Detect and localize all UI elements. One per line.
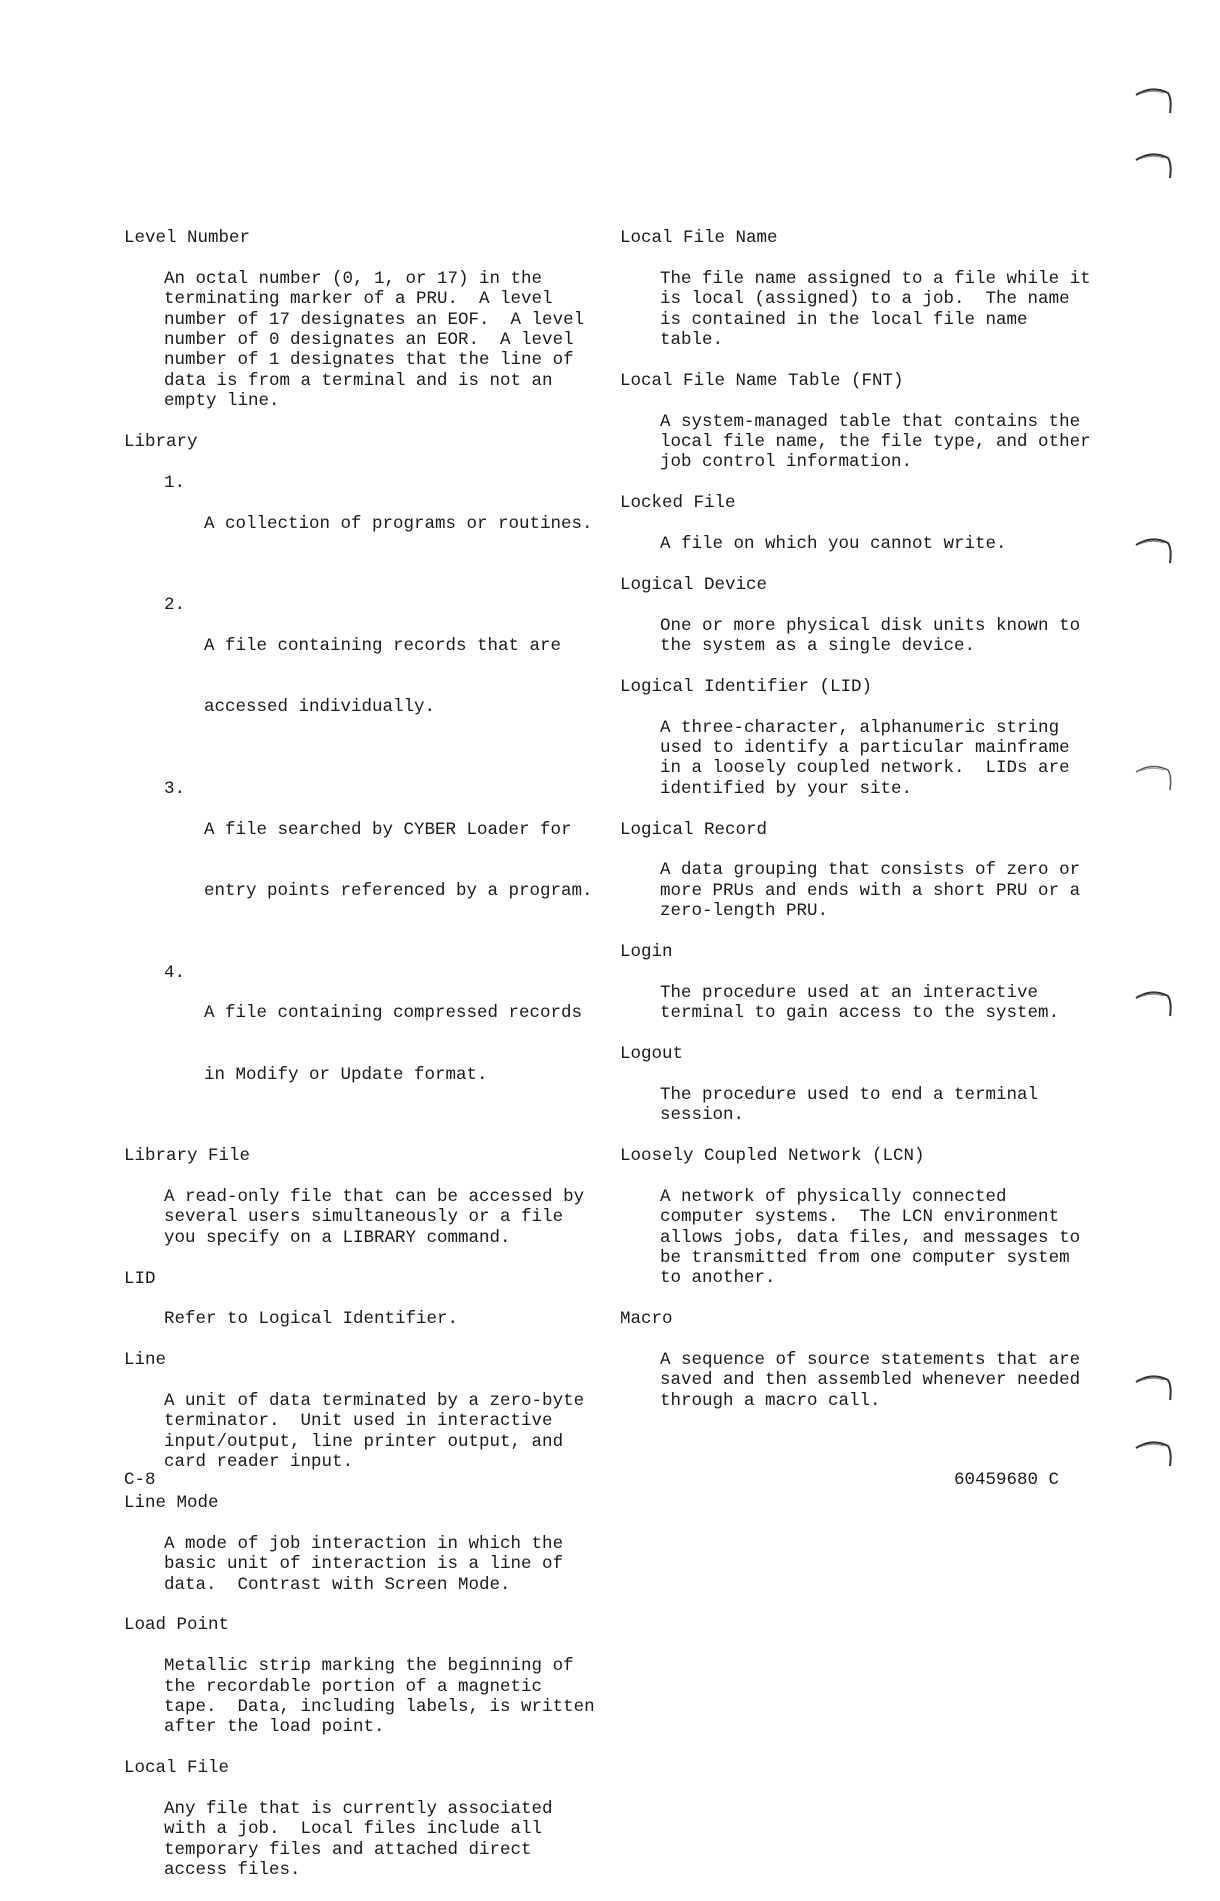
list-item (164, 473, 604, 575)
glossary-entry-library-file (124, 1146, 604, 1248)
definition-line: A unit of data terminated by a zero-byte (164, 1390, 585, 1411)
list-item (164, 595, 604, 758)
glossary-term: Line (124, 1350, 167, 1371)
definition-line: is contained in the local file name (660, 309, 1028, 330)
definition-line: accessed individually. (204, 697, 436, 718)
definition-line: session. (660, 1105, 745, 1126)
glossary-term: Library (124, 432, 198, 453)
definition-line: basic unit of interaction is a line of (164, 1554, 564, 1575)
definition-line: tape. Data, including labels, is written (164, 1697, 595, 1717)
definition-line: through a macro call. (660, 1390, 881, 1411)
glossary-term: Local File Name (620, 228, 778, 248)
definition-line: terminator. Unit used in interactive (164, 1411, 553, 1432)
glossary-term: Logical Record (620, 819, 768, 840)
definition-line: A system-managed table that contains the (660, 411, 1081, 432)
definition-line: is local (assigned) to a job. The name (660, 289, 1070, 310)
list-item-number: 2. (164, 595, 186, 616)
definition-line: in Modify or Update format. (204, 1064, 488, 1085)
glossary-entry-local-file-name (620, 228, 1100, 350)
definition-line: data is from a terminal and is not an (164, 370, 553, 391)
glossary-entry-load-point (124, 1615, 604, 1737)
definition-line: local file name, the file type, and other (660, 432, 1091, 453)
definition-line: A data grouping that consists of zero or (660, 860, 1081, 881)
definition-line: number of 17 designates an EOF. A level (164, 309, 585, 330)
binder-hole-mark-icon (1134, 150, 1174, 180)
definition-line: A network of physically connected (660, 1186, 1007, 1207)
definition-line: allows jobs, data files, and messages to (660, 1227, 1081, 1248)
glossary-term: Locked File (620, 493, 736, 514)
glossary-entry-library (124, 432, 604, 1126)
definition-line: entry points referenced by a program. (204, 880, 593, 901)
glossary-term: Library File (124, 1146, 251, 1167)
definition-line: input/output, line printer output, and (164, 1431, 564, 1452)
right-column (620, 228, 1100, 1432)
glossary-entry-loosely-coupled-network (620, 1146, 1100, 1289)
document-number: 60459680 C (954, 1470, 1060, 1490)
definition-line: identified by your site. (660, 778, 913, 799)
definition-line: temporary files and attached direct (164, 1839, 532, 1860)
glossary-term: Login (620, 942, 673, 963)
definition-line: zero-length PRU. (660, 901, 829, 922)
definition-line: to another. (660, 1268, 776, 1289)
definition-line: card reader input. (164, 1452, 354, 1473)
glossary-term: Load Point (124, 1615, 230, 1636)
definition-line: the system as a single device. (660, 636, 976, 657)
glossary-entry-logical-record (620, 820, 1100, 922)
definition-line: A three-character, alphanumeric string (660, 717, 1060, 738)
list-item-number: 4. (164, 962, 186, 983)
definition-line: in a loosely coupled network. LIDs are (660, 758, 1070, 779)
definition-line: One or more physical disk units known to (660, 615, 1081, 636)
definition-line: saved and then assembled whenever needed (660, 1370, 1081, 1391)
glossary-entry-locked-file (620, 493, 1100, 554)
definition-line: access files. (164, 1860, 301, 1881)
definition-line: A file containing records that are (204, 636, 562, 657)
list-item-number: 1. (164, 472, 186, 493)
list-item (164, 779, 604, 942)
definition-line: A file on which you cannot write. (660, 534, 1007, 555)
glossary-term: Logout (620, 1044, 684, 1065)
definition-line: after the load point. (164, 1717, 385, 1738)
definition-line: A mode of job interaction in which the (164, 1533, 564, 1554)
definition-line: data. Contrast with Screen Mode. (164, 1574, 511, 1595)
definition-line: you specify on a LIBRARY command. (164, 1227, 511, 1248)
definition-line: A read-only file that can be accessed by (164, 1186, 585, 1207)
page-number: C-8 (124, 1470, 156, 1490)
list-item-number: 3. (164, 778, 186, 799)
definition-line: terminating marker of a PRU. A level (164, 289, 553, 310)
glossary-term: Local File (124, 1758, 230, 1779)
definition-line: empty line. (164, 391, 280, 412)
glossary-entry-local-file-name-table (620, 371, 1100, 473)
numbered-list (164, 473, 604, 1126)
glossary-term: Line Mode (124, 1492, 219, 1513)
definition-line: job control information. (660, 452, 913, 473)
definition-line: A file searched by CYBER Loader for (204, 819, 572, 840)
definition-line: be transmitted from one computer system (660, 1248, 1070, 1269)
glossary-term: Local File Name Table (FNT) (620, 370, 904, 391)
glossary-term: LID (124, 1268, 156, 1289)
definition-line: The procedure used at an interactive (660, 982, 1039, 1003)
glossary-term: Logical Identifier (LID) (620, 676, 873, 697)
definition-line: more PRUs and ends with a short PRU or a (660, 880, 1081, 901)
definition-line: The file name assigned to a file while it (660, 268, 1091, 289)
definition-line: Refer to Logical Identifier. (164, 1309, 459, 1330)
definition-line: A collection of programs or routines. (204, 513, 593, 534)
definition-line: An octal number (0, 1, or 17) in the (164, 268, 543, 289)
glossary-entry-logout (620, 1044, 1100, 1126)
glossary-term: Loosely Coupled Network (LCN) (620, 1146, 925, 1167)
binder-hole-mark-icon (1134, 535, 1174, 565)
definition-line: number of 0 designates an EOR. A level (164, 330, 574, 351)
left-column (124, 228, 604, 1901)
definition-line: number of 1 designates that the line of (164, 350, 574, 371)
definition-line: the recordable portion of a magnetic (164, 1676, 543, 1697)
definition-line: used to identify a particular mainframe (660, 738, 1070, 759)
glossary-term: Level Number (124, 228, 251, 248)
definition-line: The procedure used to end a terminal (660, 1084, 1039, 1105)
glossary-entry-login (620, 942, 1100, 1024)
glossary-entry-logical-identifier (620, 677, 1100, 799)
glossary-entry-local-file (124, 1758, 604, 1880)
binder-hole-mark-icon (1134, 85, 1174, 115)
glossary-entry-macro (620, 1309, 1100, 1411)
definition-line: terminal to gain access to the system. (660, 1003, 1060, 1024)
glossary-term: Logical Device (620, 574, 768, 595)
binder-hole-mark-icon (1134, 1372, 1174, 1402)
definition-line: table. (660, 330, 724, 351)
glossary-entry-line (124, 1350, 604, 1472)
definition-line: with a job. Local files include all (164, 1819, 543, 1840)
definition-line: A sequence of source statements that are (660, 1350, 1081, 1371)
definition-line: computer systems. The LCN environment (660, 1207, 1060, 1228)
glossary-entry-line-mode (124, 1493, 604, 1595)
definition-line: Any file that is currently associated (164, 1799, 553, 1819)
binder-hole-mark-icon (1134, 1438, 1174, 1468)
definition-line: several users simultaneously or a file (164, 1207, 564, 1228)
glossary-entry-level-number (124, 228, 604, 412)
binder-hole-mark-icon (1134, 762, 1174, 792)
glossary-term: Macro (620, 1309, 673, 1330)
glossary-entry-logical-device (620, 575, 1100, 657)
definition-line: Metallic strip marking the beginning of (164, 1656, 574, 1677)
definition-line: A file containing compressed records (204, 1003, 583, 1024)
list-item (164, 963, 604, 1126)
glossary-entry-lid (124, 1269, 604, 1330)
binder-hole-mark-icon (1134, 988, 1174, 1018)
